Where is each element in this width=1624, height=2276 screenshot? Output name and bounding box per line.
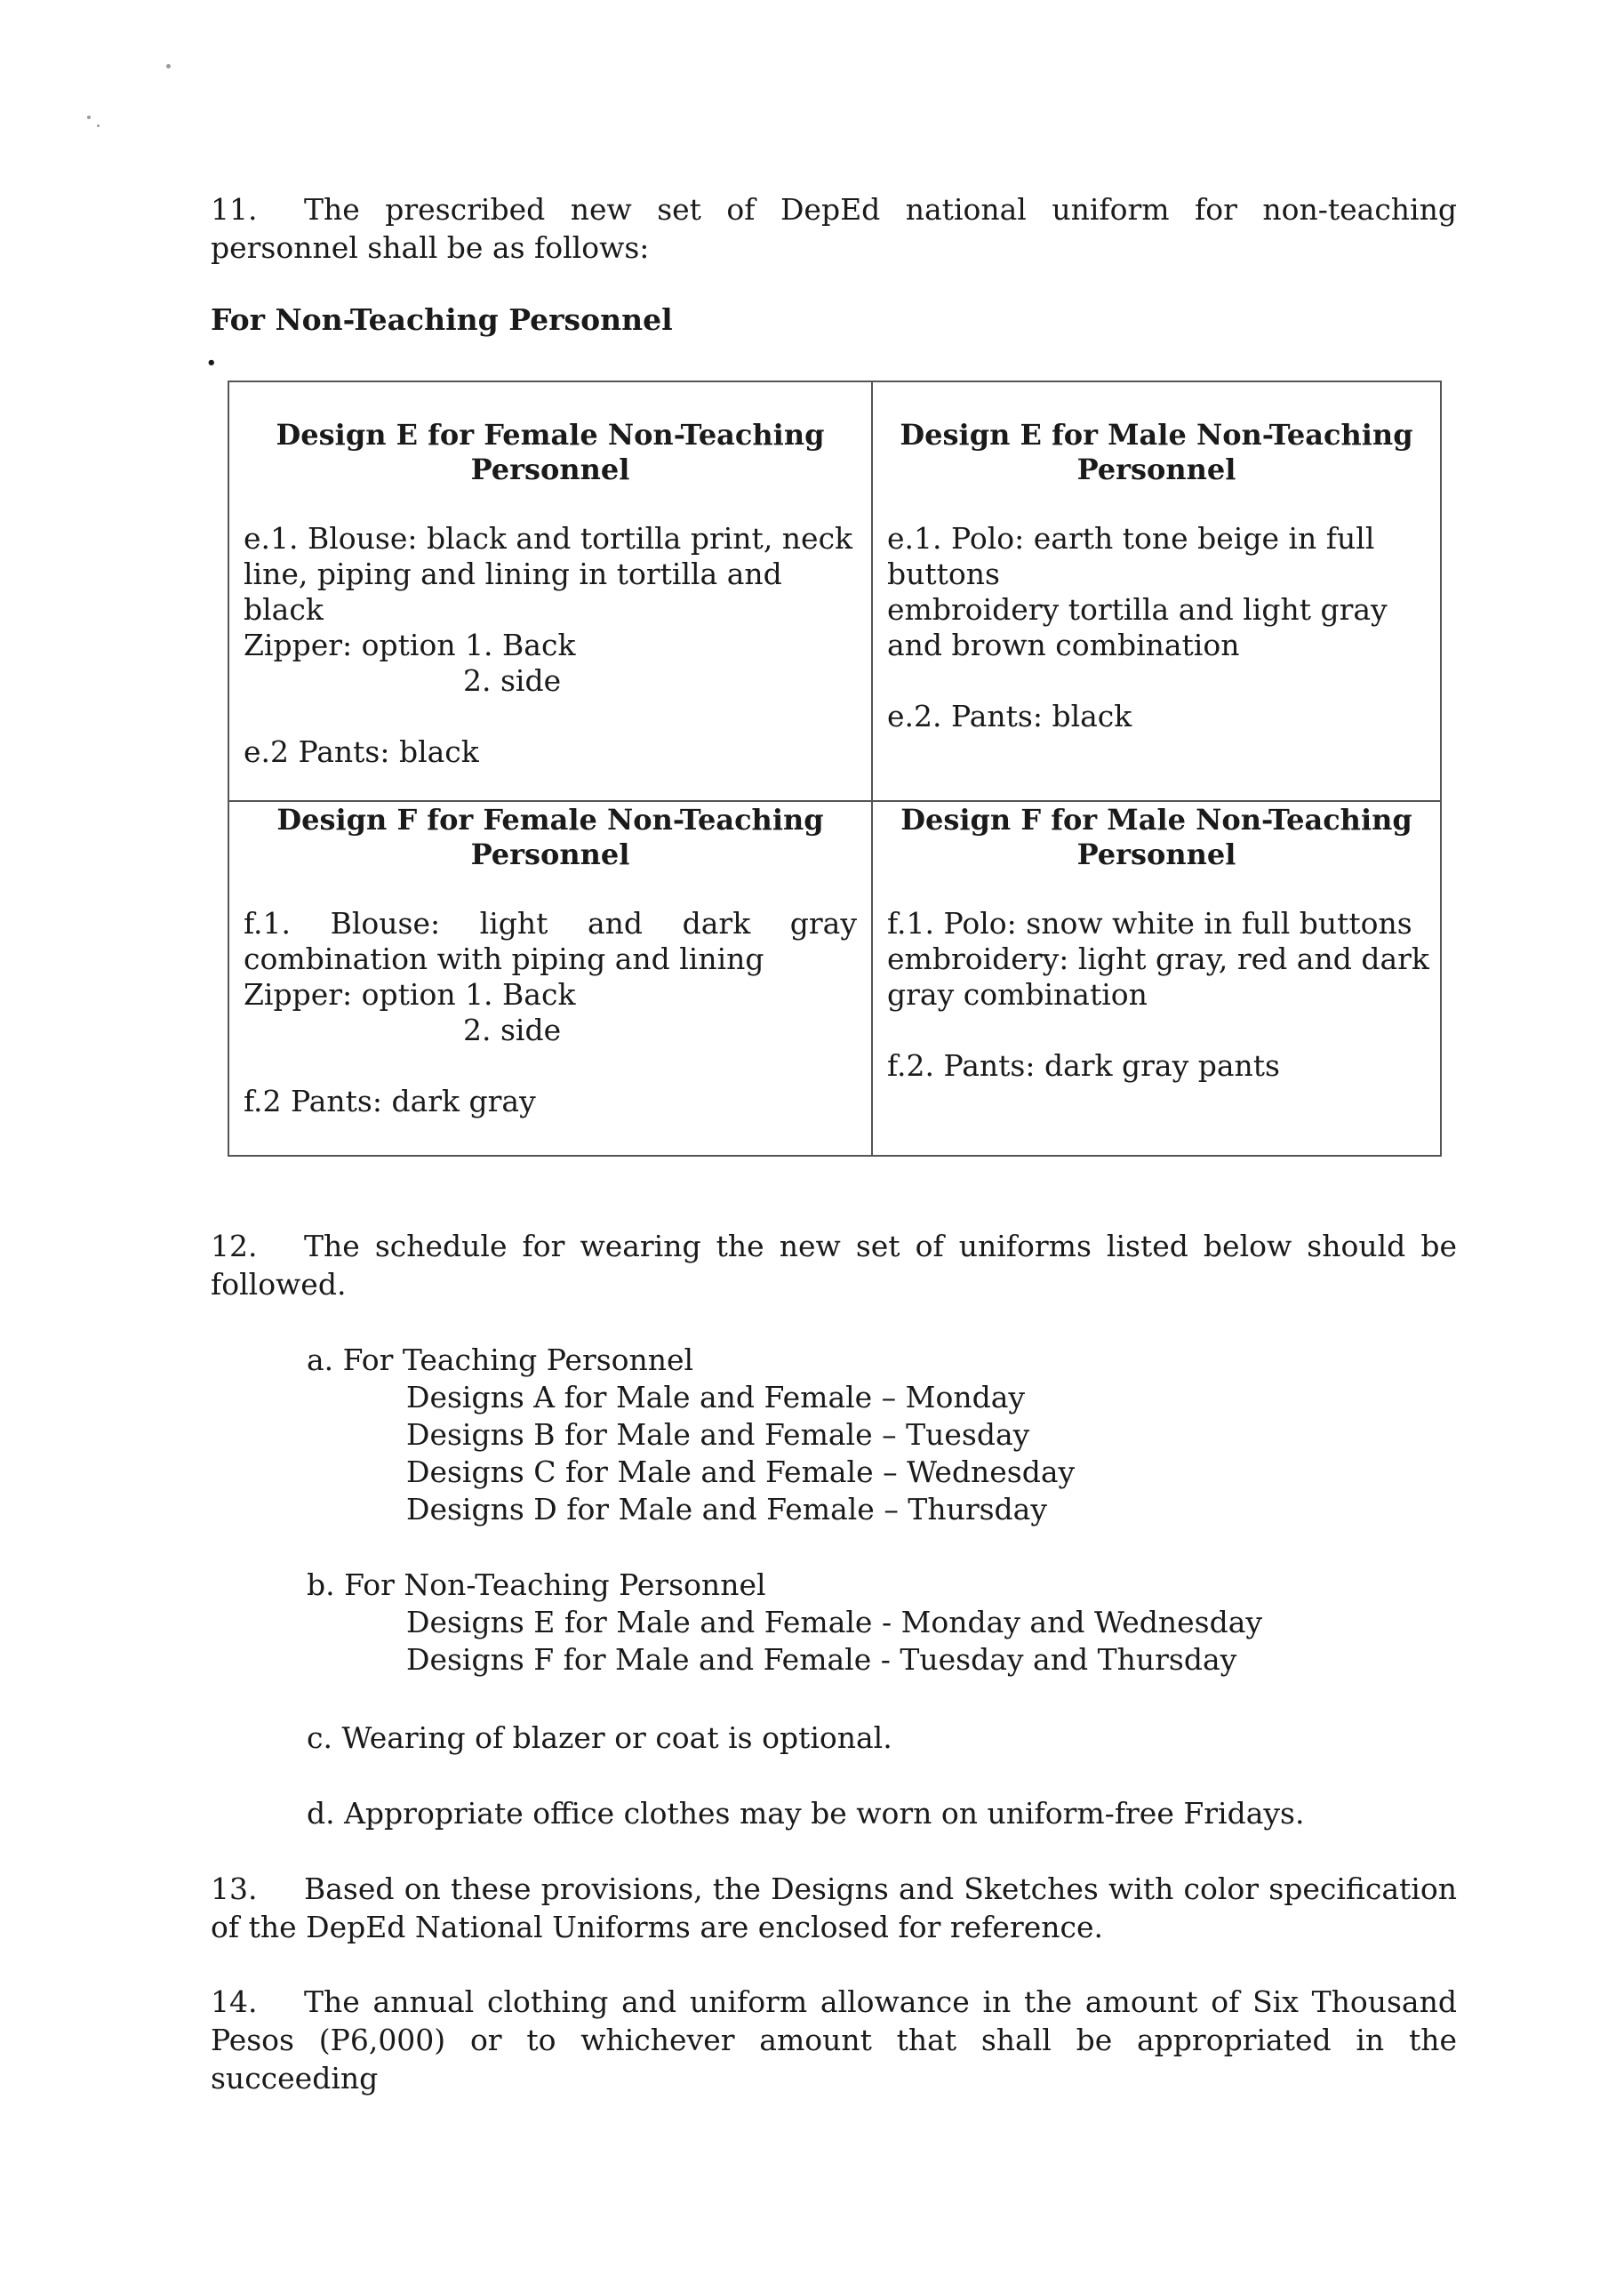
cell-line: embroidery tortilla and light gray <box>887 592 1388 627</box>
cell-line: 2. side <box>463 1013 562 1047</box>
cell-line: buttons <box>887 557 1000 591</box>
cell-line: 2. side <box>463 663 562 698</box>
list-item-d: d. Appropriate office clothes may be worn on uniform-free Fridays. <box>307 1796 1305 1831</box>
cell-line: f.2. Pants: dark gray pants <box>887 1048 1280 1083</box>
uniform-design-table <box>228 381 1442 1157</box>
section-heading: For Non-Teaching Personnel <box>211 302 673 337</box>
paragraph-number: 14. <box>211 1984 258 2019</box>
cell-line: line, piping and lining in tortilla and <box>244 557 782 591</box>
scan-speck <box>97 124 100 127</box>
cell-line: e.1. Blouse: black and tortilla print, neck <box>244 521 853 556</box>
list-item: Designs B for Male and Female – Tuesday <box>406 1417 1030 1452</box>
cell-design-f-male <box>872 801 1441 1156</box>
list-item: Designs E for Male and Female - Monday and Wednesday <box>406 1605 1263 1639</box>
list-label: b. For Non-Teaching Personnel <box>307 1567 766 1602</box>
scan-speck <box>166 64 171 68</box>
cell-design-e-male <box>872 381 1441 801</box>
cell-line: and brown combination <box>887 628 1240 662</box>
list-label: a. For Teaching Personnel <box>307 1342 694 1377</box>
stray-mark: • <box>206 354 217 373</box>
table-row <box>228 801 1441 1156</box>
paragraph-text: The schedule for wearing the new set of uniforms listed below should be followed. <box>211 1229 1457 1302</box>
paragraph-text: The prescribed new set of DepEd national uniform for non-teaching personnel shall be as follows: <box>211 192 1457 265</box>
cell-design-e-female <box>228 381 872 801</box>
paragraph-14 <box>211 1983 1457 2097</box>
schedule-teaching <box>307 1342 1075 1528</box>
paragraph-number: 11. <box>211 192 258 227</box>
list-item: Designs A for Male and Female – Monday <box>406 1380 1026 1414</box>
cell-line: black <box>244 592 324 627</box>
cell-design-f-female <box>228 801 872 1156</box>
scan-speck <box>87 116 91 119</box>
cell-line: f.1. Blouse: light and dark gray <box>244 906 857 941</box>
cell-line: gray combination <box>887 977 1148 1012</box>
cell-line: e.2. Pants: black <box>887 699 1132 733</box>
cell-line: e.2 Pants: black <box>244 734 479 769</box>
schedule-non-teaching <box>307 1567 1262 1679</box>
paragraph-12 <box>211 1227 1457 1303</box>
cell-line: Zipper: option 1. Back <box>244 628 576 662</box>
paragraph-number: 13. <box>211 1871 258 1906</box>
cell-title: Design F for Female Non-Teaching Personnel <box>276 803 824 871</box>
paragraph-13 <box>211 1870 1457 1946</box>
list-item: Designs F for Male and Female - Tuesday and Thursday <box>406 1642 1237 1677</box>
list-item: Designs D for Male and Female – Thursday <box>406 1492 1047 1527</box>
cell-title: Design E for Female Non-Teaching Personnel <box>276 418 825 486</box>
cell-line: e.1. Polo: earth tone beige in full <box>887 521 1375 556</box>
paragraph-text: The annual clothing and uniform allowance in the amount of Six Thousand Pesos (P6,000) or to whichever amount that shall be appropriated in the succeeding <box>211 1984 1457 2096</box>
list-item-c: c. Wearing of blazer or coat is optional. <box>307 1720 892 1755</box>
cell-line: f.2 Pants: dark gray <box>244 1084 536 1118</box>
paragraph-text: Based on these provisions, the Designs and Sketches with color specification of the DepEd National Uniforms are enclosed for reference. <box>211 1871 1457 1944</box>
table-row <box>228 381 1441 801</box>
cell-title: Design E for Male Non-Teaching Personnel <box>900 418 1413 486</box>
paragraph-number: 12. <box>211 1229 258 1263</box>
cell-line: combination with piping and lining <box>244 942 764 976</box>
paragraph-11 <box>211 190 1457 267</box>
cell-line: Zipper: option 1. Back <box>244 977 576 1012</box>
cell-line: embroidery: light gray, red and dark <box>887 942 1429 976</box>
list-item: Designs C for Male and Female – Wednesday <box>406 1455 1076 1489</box>
cell-line: f.1. Polo: snow white in full buttons <box>887 906 1412 941</box>
cell-title: Design F for Male Non-Teaching Personnel <box>900 803 1412 871</box>
